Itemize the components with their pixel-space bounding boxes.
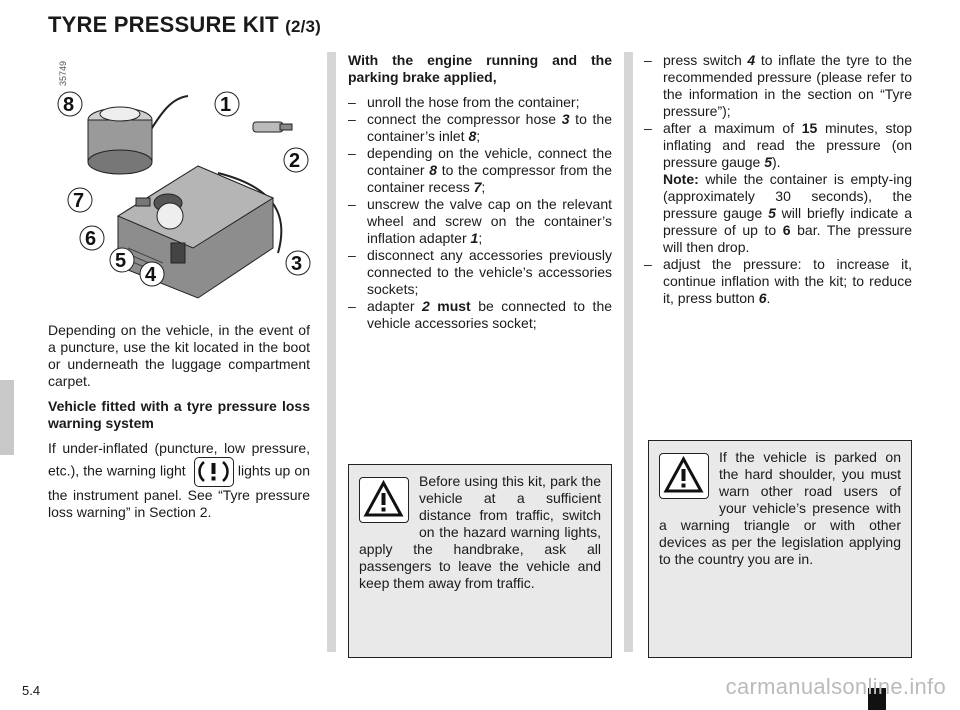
- callout-2: [284, 148, 308, 172]
- svg-text:7: 7: [73, 190, 85, 212]
- figure-id: 35749: [58, 60, 68, 86]
- compressor-illustration: [48, 48, 318, 300]
- middle-steps: [348, 94, 612, 332]
- step-connect-hose: – connect the compressor hose 3 to the container’s inlet 8;: [348, 111, 612, 145]
- step-adjust-pressure: – adjust the pressure: to increase it, continue inflation with the kit; to reduce it, press button 6.: [644, 256, 912, 307]
- title-main: TYRE PRESSURE KIT: [48, 12, 279, 37]
- title-part: (2/3): [285, 17, 322, 36]
- step-stop-inflating: – after a maximum of 15 minutes, stop inflating and read the pressure (on pressure gauge 5).: [644, 120, 912, 171]
- page-title: [48, 12, 321, 38]
- warning-triangle-icon: [659, 453, 709, 499]
- kit-figure: [48, 48, 318, 300]
- section-heading: Vehicle fitted with a tyre pressure loss warning system: [48, 398, 310, 431]
- callout-3: [286, 251, 310, 275]
- section-tab: [0, 380, 14, 455]
- svg-text:1: 1: [220, 94, 232, 116]
- warning-box-park-text: Before using this kit, park the vehicle at a sufficient distance from traffic, switch on the hazard warning lights, apply the handbrake, ask all passengers to leave the vehicle and keep them away from traffic.: [359, 473, 601, 591]
- callout-5: [110, 248, 134, 272]
- warning-light-paragraph: [48, 440, 310, 521]
- page-number: 5.4: [22, 683, 41, 698]
- callout-8: [58, 92, 82, 116]
- callout-7: [68, 188, 92, 212]
- callout-1: [215, 92, 239, 116]
- tyre-pressure-warning-icon: [194, 457, 234, 487]
- middle-lead: With the engine running and the parking brake applied,: [348, 52, 612, 85]
- svg-text:5: 5: [115, 250, 127, 272]
- step-disconnect-accessories: – disconnect any accessories previously connected to the vehicle’s accessories sockets;: [348, 247, 612, 298]
- step-press-switch: – press switch 4 to inflate the tyre to the recommended pressure (please refer to the information in the section on “Tyre pressure”);: [644, 52, 912, 120]
- warning-box-hard-shoulder-text: If the vehicle is parked on the hard shoulder, you must warn other road users of your vehicle’s presence with a warning triangle or with other devices as per the legislation applying to the country you are in.: [659, 449, 901, 567]
- svg-text:6: 6: [85, 228, 97, 250]
- right-steps: [644, 52, 912, 307]
- note-container-emptying: Note: while the container is empty-ing (approximately 30 seconds), the pressure gauge 5 will briefly indicate a pressure of up to 6 bar. The pressure will then drop.: [663, 171, 912, 255]
- watermark: carmanualsonline.info: [725, 674, 946, 699]
- callout-6: [80, 226, 104, 250]
- column-divider-2: [624, 52, 633, 652]
- warning-box-park: [348, 464, 612, 658]
- warning-text-post: lights up on the instrument panel. See “Tyre pressure loss warning” in Section 2.: [48, 462, 310, 520]
- step-connect-container: – depending on the vehicle, connect the container 8 to the compressor from the container recess 7;: [348, 145, 612, 196]
- svg-text:2: 2: [289, 150, 301, 172]
- intro-paragraph: Depending on the vehicle, in the event of a puncture, use the kit located in the boot or underneath the luggage compartment carpet.: [48, 322, 310, 389]
- svg-text:4: 4: [145, 264, 157, 286]
- svg-text:8: 8: [63, 94, 75, 116]
- warning-triangle-icon: [359, 477, 409, 523]
- step-unroll-hose: – unroll the hose from the container;: [348, 94, 612, 111]
- left-column: [48, 322, 310, 529]
- warning-box-hard-shoulder: [648, 440, 912, 658]
- step-valve-cap: – unscrew the valve cap on the relevant wheel and screw on the container’s inflation adapter 1;: [348, 196, 612, 247]
- callout-4: [140, 262, 164, 286]
- step-adapter: – adapter 2 must be connected to the vehicle accessories socket;: [348, 298, 612, 332]
- middle-column: [348, 52, 612, 332]
- column-divider-1: [327, 52, 336, 652]
- warning-text-pre: If under-inflated (puncture, low pressure, etc.), the warning light: [48, 440, 310, 479]
- right-column: [644, 52, 912, 307]
- svg-text:3: 3: [291, 253, 303, 275]
